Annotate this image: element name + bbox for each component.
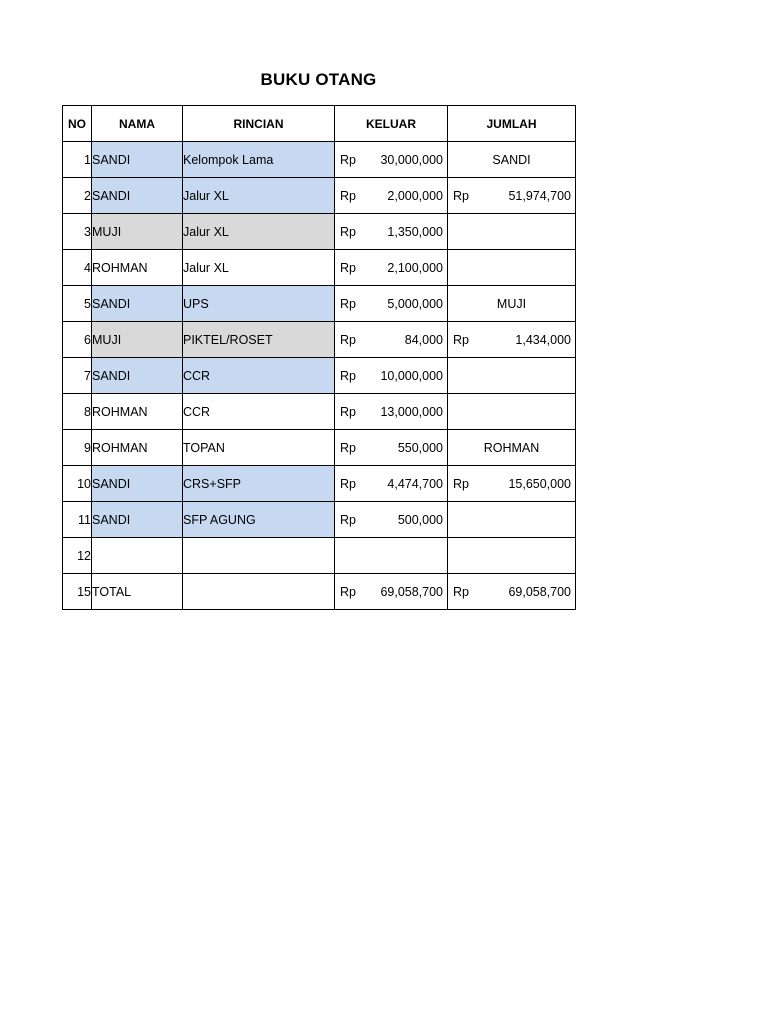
keluar-amount [335,441,447,455]
row-number: 3 [63,214,92,250]
jumlah-person: MUJI [496,296,527,311]
row-nama: SANDI [92,286,183,322]
jumlah-value: 1,434,000 [515,332,571,347]
ledger-body [63,142,576,610]
currency-label: Rp [340,512,356,527]
keluar-value: 30,000,000 [380,152,443,167]
header-row [63,106,576,142]
row-rincian: Kelompok Lama [183,142,335,178]
jumlah-amount [448,333,575,347]
table-row [63,358,576,394]
row-number: 2 [63,178,92,214]
keluar-value: 1,350,000 [387,224,443,239]
keluar-value: 5,000,000 [387,296,443,311]
row-rincian [183,538,335,574]
row-number: 10 [63,466,92,502]
currency-label: Rp [340,296,356,311]
row-nama: MUJI [92,214,183,250]
row-jumlah [448,322,576,358]
row-jumlah [448,502,576,538]
table-row [63,214,576,250]
row-nama [92,538,183,574]
keluar-amount [335,405,447,419]
keluar-amount [335,333,447,347]
total-jumlah-amount [448,585,575,599]
row-rincian: CCR [183,394,335,430]
jumlah-value: 15,650,000 [508,476,571,491]
ledger-table [62,105,576,610]
row-rincian: Jalur XL [183,178,335,214]
total-jumlah [448,574,576,610]
currency-label: Rp [453,584,469,599]
keluar-amount [335,369,447,383]
keluar-value: 84,000 [404,332,443,347]
table-row [63,538,576,574]
row-jumlah [448,142,576,178]
row-jumlah [448,538,576,574]
currency-label: Rp [340,584,356,599]
total-keluar [335,574,448,610]
currency-label: Rp [340,224,356,239]
row-rincian: CRS+SFP [183,466,335,502]
total-keluar-value: 69,058,700 [380,584,443,599]
row-keluar [335,214,448,250]
keluar-value: 2,000,000 [387,188,443,203]
row-nama: SANDI [92,358,183,394]
total-keluar-amount [335,585,447,599]
keluar-value: 13,000,000 [380,404,443,419]
row-rincian: SFP AGUNG [183,502,335,538]
total-row [63,574,576,610]
table-row [63,502,576,538]
header-no: NO [63,106,92,142]
keluar-value: 4,474,700 [387,476,443,491]
row-nama: ROHMAN [92,250,183,286]
row-jumlah [448,466,576,502]
currency-label: Rp [340,260,356,275]
row-nama: SANDI [92,466,183,502]
row-number: 1 [63,142,92,178]
keluar-value: 10,000,000 [380,368,443,383]
row-number: 6 [63,322,92,358]
row-jumlah [448,214,576,250]
row-nama: SANDI [92,142,183,178]
row-jumlah [448,394,576,430]
row-rincian: Jalur XL [183,214,335,250]
row-number: 5 [63,286,92,322]
row-keluar [335,394,448,430]
row-jumlah [448,430,576,466]
table-row [63,466,576,502]
currency-label: Rp [340,440,356,455]
table-row [63,250,576,286]
row-rincian: UPS [183,286,335,322]
row-number: 12 [63,538,92,574]
page-title: BUKU OTANG [260,70,377,89]
row-number: 11 [63,502,92,538]
row-jumlah [448,250,576,286]
row-nama: ROHMAN [92,430,183,466]
row-keluar [335,142,448,178]
table-row [63,430,576,466]
keluar-amount [335,261,447,275]
currency-label: Rp [340,152,356,167]
row-nama: ROHMAN [92,394,183,430]
row-keluar [335,286,448,322]
row-keluar [335,358,448,394]
keluar-value: 550,000 [397,440,443,455]
keluar-value: 500,000 [397,512,443,527]
total-rincian [183,574,335,610]
row-jumlah [448,358,576,394]
row-nama: SANDI [92,178,183,214]
row-rincian: Jalur XL [183,250,335,286]
row-keluar [335,322,448,358]
keluar-amount [335,225,447,239]
table-row [63,142,576,178]
keluar-amount [335,297,447,311]
jumlah-value: 51,974,700 [508,188,571,203]
currency-label: Rp [453,188,469,203]
total-number: 15 [63,574,92,610]
total-label: TOTAL [92,574,183,610]
row-jumlah [448,178,576,214]
row-rincian: PIKTEL/ROSET [183,322,335,358]
row-keluar [335,538,448,574]
keluar-amount [335,189,447,203]
currency-label: Rp [340,332,356,347]
total-jumlah-value: 69,058,700 [508,584,571,599]
keluar-amount [335,153,447,167]
currency-label: Rp [340,476,356,491]
table-row [63,178,576,214]
row-number: 9 [63,430,92,466]
row-keluar [335,250,448,286]
jumlah-amount [448,189,575,203]
row-keluar [335,466,448,502]
header-nama: NAMA [92,106,183,142]
currency-label: Rp [340,404,356,419]
jumlah-amount [448,477,575,491]
jumlah-person: SANDI [492,152,531,167]
keluar-value: 2,100,000 [387,260,443,275]
header-rincian: RINCIAN [183,106,335,142]
row-nama: MUJI [92,322,183,358]
header-jumlah: JUMLAH [448,106,576,142]
row-keluar [335,430,448,466]
row-rincian: TOPAN [183,430,335,466]
table-row [63,322,576,358]
currency-label: Rp [340,188,356,203]
currency-label: Rp [340,368,356,383]
keluar-amount [335,477,447,491]
row-nama: SANDI [92,502,183,538]
row-number: 4 [63,250,92,286]
currency-label: Rp [453,476,469,491]
currency-label: Rp [453,332,469,347]
keluar-amount [335,513,447,527]
header-keluar: KELUAR [335,106,448,142]
table-row [63,394,576,430]
row-jumlah [448,286,576,322]
row-number: 8 [63,394,92,430]
table-row [63,286,576,322]
row-rincian: CCR [183,358,335,394]
row-number: 7 [63,358,92,394]
row-keluar [335,178,448,214]
row-keluar [335,502,448,538]
jumlah-person: ROHMAN [483,440,540,455]
